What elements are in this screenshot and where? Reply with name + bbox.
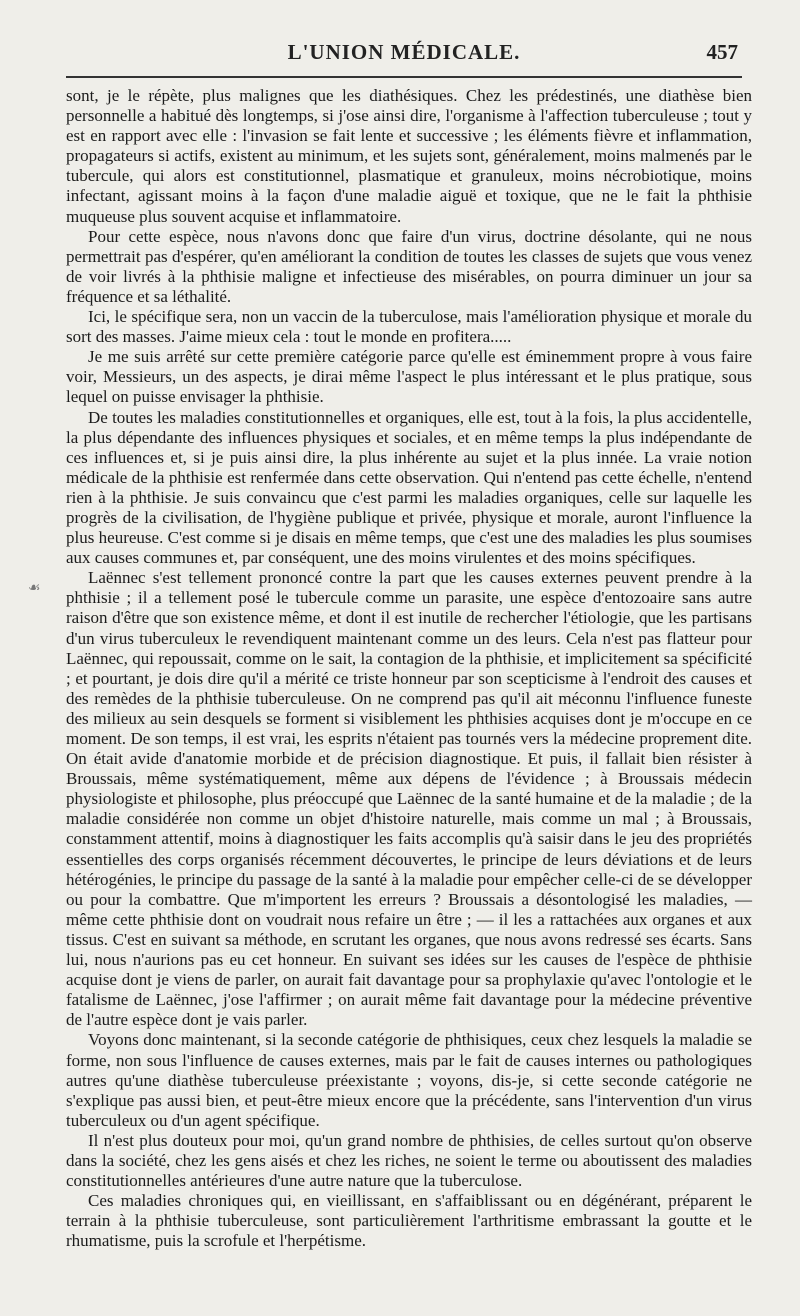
paragraph-4: Je me suis arrêté sur cette première catégorie parce qu'elle est éminemment propre à vous faire voir, Messieurs, un des aspects, je dirai même l'aspect le plus intéressant et le plus pratique, sous lequel on puisse envisager la phthisie. bbox=[66, 347, 752, 407]
paragraph-2: Pour cette espèce, nous n'avons donc que faire d'un virus, doctrine désolante, qui ne nous permettrait pas d'espérer, qu'en améliorant la condition de toutes les classes de sujets que vous venez de voir livrés à la phthisie maligne et infectieuse des misérables, on pourra diminuer un jour sa fréquence et sa léthalité. bbox=[66, 226, 752, 306]
paragraph-1: sont, je le répète, plus malignes que les diathésiques. Chez les prédestinés, une diathèse bien personnelle a habitué dès longtemps, si j'ose ainsi dire, l'organisme à l'affection tuberculeuse ; tout y est en rapport avec elle : l'invasion se fait lente et successive ; les éléments fièvre et inflammation, propagateurs si actifs, existent au minimum, et les sujets sont, généralement, moins malmenés par le tubercule, qui alors est constitutionnel, plasmatique et granuleux, moins nécrobiotique, moins infectant, agissant moins à la façon d'une maladie aiguë et toxique, que ne le fait la phthisie muqueuse plus souvent acquise et inflammatoire. bbox=[66, 86, 752, 226]
paragraph-7: Voyons donc maintenant, si la seconde catégorie de phthisiques, ceux chez lesquels la maladie se forme, non sous l'influence de causes externes, mais par le fait de causes internes ou pathologiques autres qu'une diathèse tuberculeuse préexistante ; voyons, dis-je, si cette seconde catégorie ne s'explique pas aussi bien, et peut-être mieux encore que la précédente, sans l'intervention d'un virus tuberculeux ou d'un agent spécifique. bbox=[66, 1030, 752, 1130]
page-header bbox=[66, 34, 742, 66]
header-rule bbox=[66, 76, 742, 78]
paragraph-3: Ici, le spécifique sera, non un vaccin de la tuberculose, mais l'amélioration physique et morale du sort des masses. J'aime mieux cela : tout le monde en profitera..... bbox=[66, 307, 752, 347]
text-column bbox=[66, 86, 752, 1251]
margin-mark: ☙ bbox=[28, 581, 41, 596]
paragraph-6: Laënnec s'est tellement prononcé contre la part que les causes externes peuvent prendre à la phthisie ; il a tellement posé le tubercule comme un parasite, une espèce d'entozoaire sans autre raison d'être que son existence même, et dont il est inutile de rechercher l'étiologie, que les partisans d'un virus tuberculeux le revendiquent maintenant comme un des leurs. Cela n'est pas flatteur pour Laënnec, qui repoussait, comme on le sait, la contagion de la phthisie, et implicitement sa spécificité ; et pourtant, je dois dire qu'il a mérité ce triste honneur par son scepticisme à l'endroit des causes et des remèdes de la phthisie tuberculeuse. On ne comprend pas qu'il ait méconnu l'influence funeste des milieux au sein desquels se forment si visiblement les phthisies acquises dont je m'occupe en ce moment. De son temps, il est vrai, les esprits n'étaient pas tournés vers la médecine proprement dite. On était avide d'anatomie morbide et de précision diagnostique. Et puis, il fallait bien résister à Broussais, même systématiquement, même aux dépens de l'évidence ; à Broussais médecin physiologiste et philosophe, plus préoccupé que Laënnec de la santé humaine et de la maladie ; de la maladie considérée non comme un objet d'histoire naturelle, mais comme un mal ; à Broussais, constamment attentif, moins à diagnostiquer les faits accomplis qu'à saisir dans le jeu des propriétés essentielles des corps organisés récemment découvertes, le principe de leurs déviations et de leurs hétérogénies, le principe du passage de la santé à la maladie pour empêcher celle-ci de se développer ou pour la combattre. Que m'importent les erreurs ? Broussais a désontologisé les maladies, — même cette phthisie dont on voudrait nous refaire un être ; — il les a rattachées aux organes et aux tissus. C'est en suivant sa méthode, en scrutant les organes, que nous avons redressé ses écarts. Sans lui, nous n'aurions pas eu cet honneur. En suivant ses idées sur les causes de l'espèce de phthisie acquise dont je viens de parler, on aurait fait davantage pour sa prophylaxie qu'avec l'ontologie et le fatalisme de Laënnec, j'ose l'affirmer ; on aurait même fait davantage pour la médecine préventive de l'autre espèce dont je vais parler. bbox=[66, 568, 752, 1030]
paragraph-9: Ces maladies chroniques qui, en vieillissant, en s'affaiblissant ou en dégénérant, préparent le terrain à la phthisie tuberculeuse, sont particulièrement l'arthritisme embrassant la goutte et le rhumatisme, puis la scrofule et l'herpétisme. bbox=[66, 1191, 752, 1251]
running-title: L'UNION MÉDICALE. bbox=[287, 40, 521, 64]
paragraph-5: De toutes les maladies constitutionnelles et organiques, elle est, tout à la fois, la plus accidentelle, la plus dépendante des influences physiques et sociales, et en même temps la plus indépendante de ces influences et, si je puis ainsi dire, la plus inhérente au sujet et la plus innée. La vraie notion médicale de la phthisie est renfermée dans cette observation. Qui n'entend pas cette échelle, n'entend rien à la phthisie. Je suis convaincu que c'est parmi les maladies organiques, celle sur laquelle les progrès de la civilisation, de l'hygiène publique et privée, physique et morale, auront l'influence la plus heureuse. C'est comme si je disais en même temps, que c'est une des maladies les plus soumises aux causes communes et, par conséquent, une des moins virulentes et des moins spécifiques. bbox=[66, 407, 752, 568]
paragraph-8: Il n'est plus douteux pour moi, qu'un grand nombre de phthisies, de celles surtout qu'on observe dans la société, chez les gens aisés et chez les riches, ne soient le terme ou aboutissent des maladies constitutionnelles antérieures d'une autre nature que la tuberculose. bbox=[66, 1130, 752, 1191]
page-number: 457 bbox=[706, 40, 738, 64]
